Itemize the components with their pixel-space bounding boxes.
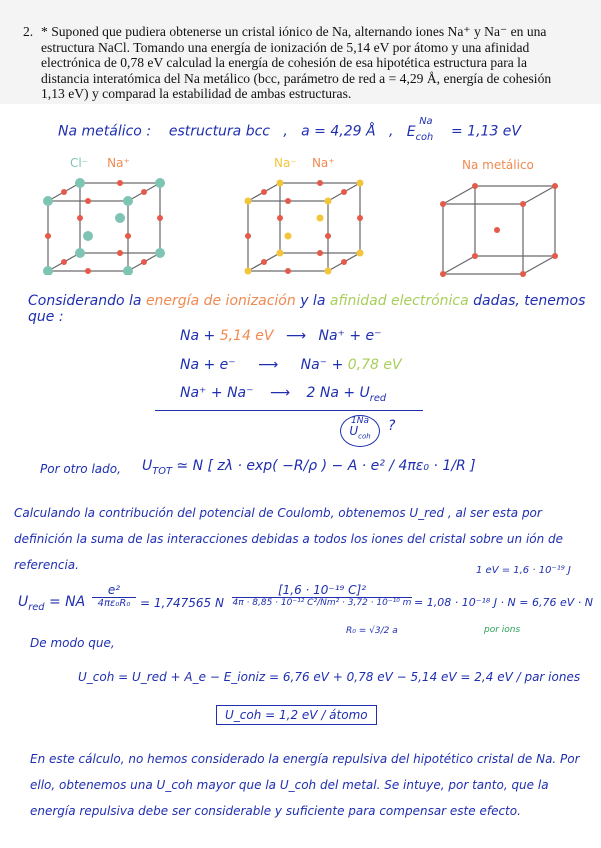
considering-mid: y la (300, 293, 326, 309)
ionization-term: energía de ionización (145, 293, 296, 309)
other-side-label: Por otro lado, (40, 462, 121, 476)
metal-heading: Na metálico : estructura bcc , a = 4,29 Å , $E_{coh}^{Na} = 1,13$ eV (58, 116, 521, 143)
sum-line (155, 410, 423, 411)
ev-conversion-note: 1 eV = 1,6 · 10⁻¹⁹ J (476, 565, 571, 576)
na-plus-label: Na⁺ (107, 156, 130, 170)
considering-line (28, 293, 588, 325)
problem-statement (23, 24, 561, 102)
reaction-3: Na⁺ + Na⁻ ⟶ 2 $Na + U_{red}$ (180, 385, 387, 404)
affinity-term: afinidad electrónica (329, 293, 469, 309)
coulomb-paragraph: Calculando la contribución del potencial de Coulomb, obtenemos U_red , al ser esta por definición la suma de las interacciones debidas a todos los iones del cristal sobre un ión de referencia. (14, 506, 564, 572)
problem-number: 2. (23, 24, 34, 39)
cohesion-energy-symbol: $E_{coh}^{Na}$ (406, 116, 434, 143)
ucoh-circle: 1Na $U_{coh}$ (340, 415, 380, 447)
reaction-2: Na + e⁻ ⟶ Na⁻ + 0,78 eV (180, 357, 402, 373)
problem-text: * Suponed que pudiera obtenerse un cristal iónico de Na, alternando iones Na⁺ y Na⁻ en una estructura NaCl. Tomando una energía de ionización de 5,14 eV por átomo y una afinidad electrónica de 0,78 eV calculad la energía de cohesión de esa hipotética estructura para la distancia interatómica del Na metálico (bcc, parámetro de red a = 4,29 Å, energía de cohesión 1,13 eV) y comparad la estabilidad de ambas estructuras. (41, 24, 552, 102)
considering-pre: Considerando la (28, 293, 142, 309)
na-minus-label: Na⁻ (274, 156, 297, 170)
nacl-labels (70, 156, 130, 170)
question-mark: ? (388, 418, 396, 434)
problem-box (0, 0, 601, 104)
result-box: U_coh = 1,2 eV / átomo (216, 705, 377, 725)
metal-cube-label: Na metálico (462, 158, 534, 172)
structure-label: estructura bcc (168, 123, 270, 140)
cl-label: Cl⁻ (70, 156, 89, 170)
madelung-term: = 1,747565 N (140, 596, 224, 610)
cohesion-energy-value: = 1,13 eV (451, 123, 521, 140)
ured-result: = 1,08 · 10⁻¹⁸ J · N = 6,76 eV · N (414, 596, 593, 609)
so-label: De modo que, (30, 636, 115, 650)
nana-labels (274, 156, 335, 170)
ured-fraction-1: e² 4πε₀R₀ (92, 583, 136, 609)
reaction-1: Na + 5,14 eV ⟶ Na⁺ + e⁻ (180, 328, 382, 344)
metal-label: Na metálico : (58, 123, 152, 140)
r0-relation: R₀ = √3/2 a (346, 626, 398, 636)
nana-cube-diagram (240, 175, 370, 275)
ucoh-equation: U_coh = U_red + A_e − E_ioniz = 6,76 eV + 0,78 eV − 5,14 eV = 2,4 eV / par iones (78, 670, 581, 684)
conclusion-paragraph: En este cálculo, no hemos considerado la energía repulsiva del hipotético cristal de Na. Por ello, obtenemos una U_coh mayor que la U_coh del metal. Se intuye, por tanto, que la energía repulsiva debe ser considerable y suficiente para compensar este efecto. (30, 752, 580, 818)
na-plus-label-2: Na⁺ (311, 156, 335, 170)
nacl-cube-diagram (40, 175, 170, 275)
per-ion-note: por ions (484, 625, 521, 635)
bcc-cube-diagram (435, 178, 565, 278)
lattice-param: a = 4,29 Å (301, 123, 376, 140)
ured-fraction-2: [1,6 · 10⁻¹⁹ C]² 4π · 8,85 · 10⁻¹² C²/Nm² · 3,72 · 10⁻¹⁰ m (232, 583, 412, 608)
ured-lhs: $U_{red}$ = NA (18, 594, 86, 613)
heading-comma: , (388, 123, 394, 140)
considering-post: dadas, tenemos que : (28, 293, 586, 325)
utot-formula: $U_{TOT}$ ≃ N [ zλ · exp( −R/ρ ) − A · e² / 4πε₀ · 1/R ] (142, 458, 476, 477)
